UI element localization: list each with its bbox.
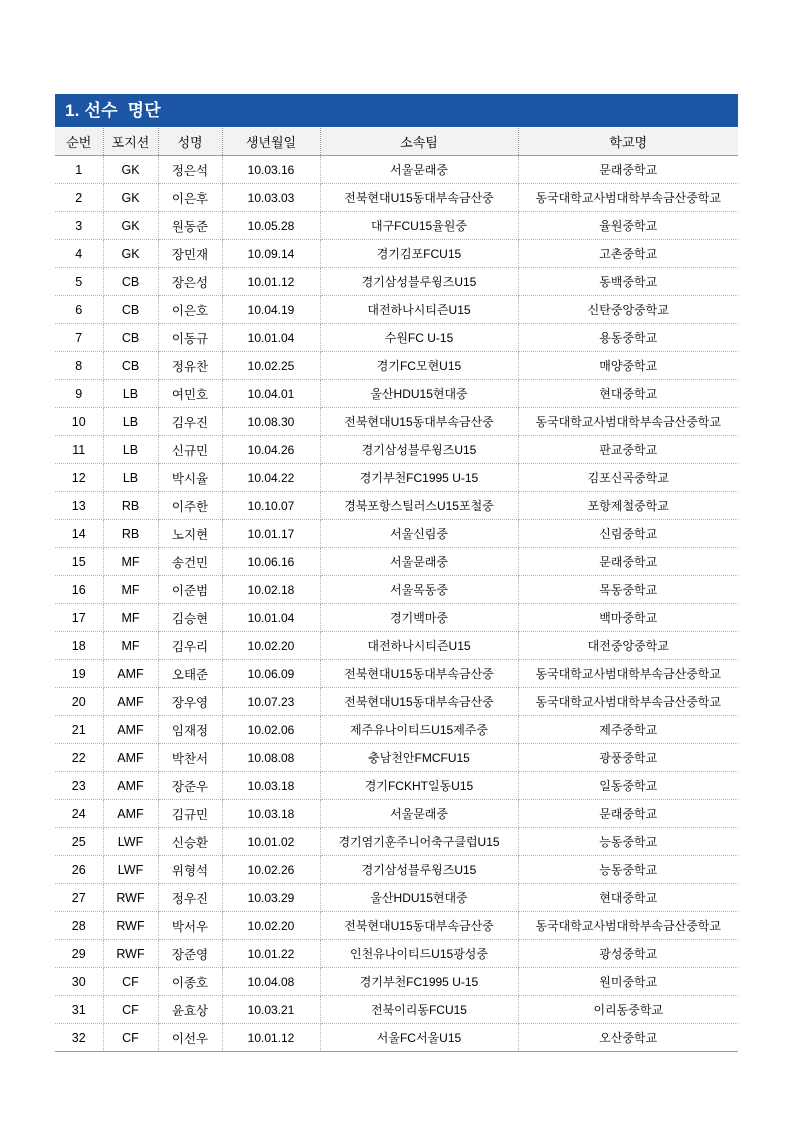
cell-no: 14 (55, 520, 103, 548)
cell-name: 이은후 (158, 184, 222, 212)
cell-position: GK (103, 240, 158, 268)
cell-birth: 10.03.29 (222, 884, 320, 912)
cell-school: 동국대학교사범대학부속금산중학교 (518, 408, 738, 436)
cell-name: 박찬서 (158, 744, 222, 772)
cell-no: 28 (55, 912, 103, 940)
cell-school: 문래중학교 (518, 800, 738, 828)
cell-name: 오태준 (158, 660, 222, 688)
cell-no: 7 (55, 324, 103, 352)
cell-name: 김규민 (158, 800, 222, 828)
table-row (55, 716, 738, 744)
cell-team: 충남천안FMCFU15 (320, 744, 518, 772)
cell-name: 이종호 (158, 968, 222, 996)
cell-birth: 10.07.23 (222, 688, 320, 716)
cell-position: CF (103, 968, 158, 996)
cell-no: 29 (55, 940, 103, 968)
cell-team: 서울문래중 (320, 156, 518, 184)
cell-team: 제주유나이티드U15제주중 (320, 716, 518, 744)
table-row (55, 604, 738, 632)
cell-position: GK (103, 184, 158, 212)
cell-no: 30 (55, 968, 103, 996)
cell-school: 능동중학교 (518, 856, 738, 884)
table-row (55, 520, 738, 548)
cell-birth: 10.03.18 (222, 772, 320, 800)
cell-name: 장우영 (158, 688, 222, 716)
cell-birth: 10.01.12 (222, 268, 320, 296)
cell-birth: 10.03.03 (222, 184, 320, 212)
table-header-row (55, 128, 738, 156)
table-row (55, 380, 738, 408)
cell-team: 수원FC U-15 (320, 324, 518, 352)
cell-team: 경북포항스틸러스U15포철중 (320, 492, 518, 520)
cell-birth: 10.02.06 (222, 716, 320, 744)
cell-no: 17 (55, 604, 103, 632)
cell-name: 장민재 (158, 240, 222, 268)
cell-name: 박시율 (158, 464, 222, 492)
cell-team: 전북현대U15동대부속금산중 (320, 688, 518, 716)
cell-position: AMF (103, 800, 158, 828)
cell-school: 목동중학교 (518, 576, 738, 604)
cell-position: LWF (103, 828, 158, 856)
cell-team: 경기백마중 (320, 604, 518, 632)
cell-team: 서울문래중 (320, 800, 518, 828)
cell-no: 32 (55, 1024, 103, 1052)
cell-no: 8 (55, 352, 103, 380)
cell-team: 경기부천FC1995 U-15 (320, 464, 518, 492)
cell-team: 대전하나시티즌U15 (320, 296, 518, 324)
cell-name: 임재정 (158, 716, 222, 744)
cell-position: LB (103, 408, 158, 436)
cell-school: 이리동중학교 (518, 996, 738, 1024)
cell-team: 경기FCKHT일동U15 (320, 772, 518, 800)
cell-team: 경기삼성블루윙즈U15 (320, 436, 518, 464)
cell-name: 신규민 (158, 436, 222, 464)
cell-school: 원미중학교 (518, 968, 738, 996)
cell-name: 노지현 (158, 520, 222, 548)
cell-name: 김승현 (158, 604, 222, 632)
column-header-name: 성명 (158, 128, 222, 156)
cell-no: 18 (55, 632, 103, 660)
cell-no: 13 (55, 492, 103, 520)
cell-position: AMF (103, 716, 158, 744)
table-row (55, 324, 738, 352)
cell-school: 능동중학교 (518, 828, 738, 856)
table-row (55, 156, 738, 184)
cell-school: 김포신곡중학교 (518, 464, 738, 492)
cell-school: 백마중학교 (518, 604, 738, 632)
table-row (55, 856, 738, 884)
table-row (55, 884, 738, 912)
cell-birth: 10.08.30 (222, 408, 320, 436)
cell-team: 경기김포FCU15 (320, 240, 518, 268)
cell-position: MF (103, 548, 158, 576)
cell-team: 전북현대U15동대부속금산중 (320, 408, 518, 436)
cell-school: 신림중학교 (518, 520, 738, 548)
cell-team: 경기FC모현U15 (320, 352, 518, 380)
cell-no: 25 (55, 828, 103, 856)
cell-team: 서울목동중 (320, 576, 518, 604)
cell-position: RWF (103, 940, 158, 968)
cell-school: 광성중학교 (518, 940, 738, 968)
cell-birth: 10.02.26 (222, 856, 320, 884)
cell-no: 11 (55, 436, 103, 464)
cell-team: 울산HDU15현대중 (320, 380, 518, 408)
cell-name: 위형석 (158, 856, 222, 884)
table-row (55, 548, 738, 576)
cell-no: 9 (55, 380, 103, 408)
cell-position: MF (103, 604, 158, 632)
table-row (55, 940, 738, 968)
cell-birth: 10.03.21 (222, 996, 320, 1024)
table-row (55, 1024, 738, 1052)
cell-team: 경기부천FC1995 U-15 (320, 968, 518, 996)
cell-no: 22 (55, 744, 103, 772)
table-header (55, 128, 738, 156)
cell-birth: 10.04.26 (222, 436, 320, 464)
cell-team: 전북이리동FCU15 (320, 996, 518, 1024)
cell-team: 서울신림중 (320, 520, 518, 548)
cell-position: RWF (103, 884, 158, 912)
table-row (55, 632, 738, 660)
cell-school: 포항제철중학교 (518, 492, 738, 520)
column-header-team: 소속팀 (320, 128, 518, 156)
table-row (55, 352, 738, 380)
cell-birth: 10.09.14 (222, 240, 320, 268)
cell-birth: 10.01.17 (222, 520, 320, 548)
cell-name: 장은성 (158, 268, 222, 296)
cell-birth: 10.01.04 (222, 604, 320, 632)
table-row (55, 408, 738, 436)
cell-name: 정유찬 (158, 352, 222, 380)
cell-no: 24 (55, 800, 103, 828)
cell-school: 일동중학교 (518, 772, 738, 800)
table-row (55, 996, 738, 1024)
column-header-position: 포지션 (103, 128, 158, 156)
cell-team: 경기염기훈주니어축구클럽U15 (320, 828, 518, 856)
column-header-school: 학교명 (518, 128, 738, 156)
cell-name: 원동준 (158, 212, 222, 240)
column-header-no: 순번 (55, 128, 103, 156)
cell-no: 15 (55, 548, 103, 576)
cell-birth: 10.02.20 (222, 912, 320, 940)
cell-team: 서울FC서울U15 (320, 1024, 518, 1052)
cell-school: 동국대학교사범대학부속금산중학교 (518, 912, 738, 940)
cell-name: 장준우 (158, 772, 222, 800)
cell-no: 20 (55, 688, 103, 716)
cell-no: 6 (55, 296, 103, 324)
cell-no: 12 (55, 464, 103, 492)
cell-position: AMF (103, 660, 158, 688)
cell-birth: 10.05.28 (222, 212, 320, 240)
cell-birth: 10.03.16 (222, 156, 320, 184)
cell-position: MF (103, 576, 158, 604)
cell-birth: 10.04.19 (222, 296, 320, 324)
cell-school: 동국대학교사범대학부속금산중학교 (518, 184, 738, 212)
cell-position: CB (103, 268, 158, 296)
cell-team: 경기삼성블루윙즈U15 (320, 268, 518, 296)
cell-name: 정우진 (158, 884, 222, 912)
cell-school: 문래중학교 (518, 548, 738, 576)
cell-name: 장준영 (158, 940, 222, 968)
table-row (55, 492, 738, 520)
cell-team: 대구FCU15율원중 (320, 212, 518, 240)
section-title-bar: 1. 선수 명단 (55, 94, 738, 127)
table-row (55, 828, 738, 856)
cell-school: 고촌중학교 (518, 240, 738, 268)
cell-team: 경기삼성블루윙즈U15 (320, 856, 518, 884)
cell-name: 여민호 (158, 380, 222, 408)
cell-school: 현대중학교 (518, 380, 738, 408)
cell-position: CB (103, 296, 158, 324)
cell-position: GK (103, 212, 158, 240)
cell-birth: 10.02.18 (222, 576, 320, 604)
cell-school: 동백중학교 (518, 268, 738, 296)
cell-no: 19 (55, 660, 103, 688)
cell-no: 5 (55, 268, 103, 296)
cell-birth: 10.06.09 (222, 660, 320, 688)
cell-name: 신승환 (158, 828, 222, 856)
cell-no: 4 (55, 240, 103, 268)
cell-birth: 10.06.16 (222, 548, 320, 576)
cell-birth: 10.04.22 (222, 464, 320, 492)
cell-team: 서울문래중 (320, 548, 518, 576)
table-row (55, 660, 738, 688)
cell-position: CB (103, 352, 158, 380)
table-row (55, 296, 738, 324)
cell-school: 동국대학교사범대학부속금산중학교 (518, 660, 738, 688)
cell-position: AMF (103, 772, 158, 800)
cell-birth: 10.01.12 (222, 1024, 320, 1052)
cell-name: 윤효상 (158, 996, 222, 1024)
cell-school: 광풍중학교 (518, 744, 738, 772)
cell-position: LB (103, 436, 158, 464)
cell-school: 오산중학교 (518, 1024, 738, 1052)
cell-name: 이주한 (158, 492, 222, 520)
cell-no: 21 (55, 716, 103, 744)
table-row (55, 184, 738, 212)
cell-position: RWF (103, 912, 158, 940)
cell-birth: 10.02.20 (222, 632, 320, 660)
cell-school: 판교중학교 (518, 436, 738, 464)
cell-name: 이동규 (158, 324, 222, 352)
table-row (55, 772, 738, 800)
player-roster-table (55, 127, 738, 1052)
cell-school: 현대중학교 (518, 884, 738, 912)
cell-school: 문래중학교 (518, 156, 738, 184)
cell-position: RB (103, 492, 158, 520)
cell-position: MF (103, 632, 158, 660)
cell-position: CB (103, 324, 158, 352)
cell-position: CF (103, 996, 158, 1024)
cell-name: 이선우 (158, 1024, 222, 1052)
cell-birth: 10.08.08 (222, 744, 320, 772)
table-row (55, 240, 738, 268)
cell-school: 신탄중앙중학교 (518, 296, 738, 324)
cell-team: 전북현대U15동대부속금산중 (320, 184, 518, 212)
cell-birth: 10.01.04 (222, 324, 320, 352)
cell-no: 27 (55, 884, 103, 912)
cell-position: LB (103, 464, 158, 492)
cell-name: 박서우 (158, 912, 222, 940)
cell-birth: 10.03.18 (222, 800, 320, 828)
cell-no: 16 (55, 576, 103, 604)
cell-no: 2 (55, 184, 103, 212)
cell-school: 동국대학교사범대학부속금산중학교 (518, 688, 738, 716)
table-row (55, 464, 738, 492)
cell-team: 대전하나시티즌U15 (320, 632, 518, 660)
table-row (55, 800, 738, 828)
table-row (55, 268, 738, 296)
cell-no: 1 (55, 156, 103, 184)
cell-birth: 10.04.08 (222, 968, 320, 996)
cell-no: 26 (55, 856, 103, 884)
cell-birth: 10.04.01 (222, 380, 320, 408)
cell-position: CF (103, 1024, 158, 1052)
cell-position: AMF (103, 688, 158, 716)
cell-school: 대전중앙중학교 (518, 632, 738, 660)
cell-birth: 10.02.25 (222, 352, 320, 380)
cell-position: LB (103, 380, 158, 408)
cell-no: 10 (55, 408, 103, 436)
cell-no: 23 (55, 772, 103, 800)
cell-birth: 10.01.02 (222, 828, 320, 856)
table-row (55, 576, 738, 604)
table-row (55, 688, 738, 716)
cell-school: 매양중학교 (518, 352, 738, 380)
cell-no: 3 (55, 212, 103, 240)
cell-position: RB (103, 520, 158, 548)
cell-team: 울산HDU15현대중 (320, 884, 518, 912)
cell-team: 인천유나이티드U15광성중 (320, 940, 518, 968)
cell-position: LWF (103, 856, 158, 884)
cell-birth: 10.10.07 (222, 492, 320, 520)
cell-school: 용동중학교 (518, 324, 738, 352)
table-row (55, 436, 738, 464)
column-header-birth: 생년월일 (222, 128, 320, 156)
cell-position: AMF (103, 744, 158, 772)
table-row (55, 912, 738, 940)
table-body (55, 156, 738, 1052)
cell-name: 김우리 (158, 632, 222, 660)
cell-team: 전북현대U15동대부속금산중 (320, 912, 518, 940)
table-row (55, 744, 738, 772)
cell-school: 제주중학교 (518, 716, 738, 744)
cell-position: GK (103, 156, 158, 184)
cell-birth: 10.01.22 (222, 940, 320, 968)
cell-name: 김우진 (158, 408, 222, 436)
cell-name: 정은석 (158, 156, 222, 184)
cell-name: 이준범 (158, 576, 222, 604)
cell-school: 율원중학교 (518, 212, 738, 240)
table-row (55, 212, 738, 240)
table-row (55, 968, 738, 996)
cell-no: 31 (55, 996, 103, 1024)
cell-name: 이은호 (158, 296, 222, 324)
cell-name: 송건민 (158, 548, 222, 576)
cell-team: 전북현대U15동대부속금산중 (320, 660, 518, 688)
